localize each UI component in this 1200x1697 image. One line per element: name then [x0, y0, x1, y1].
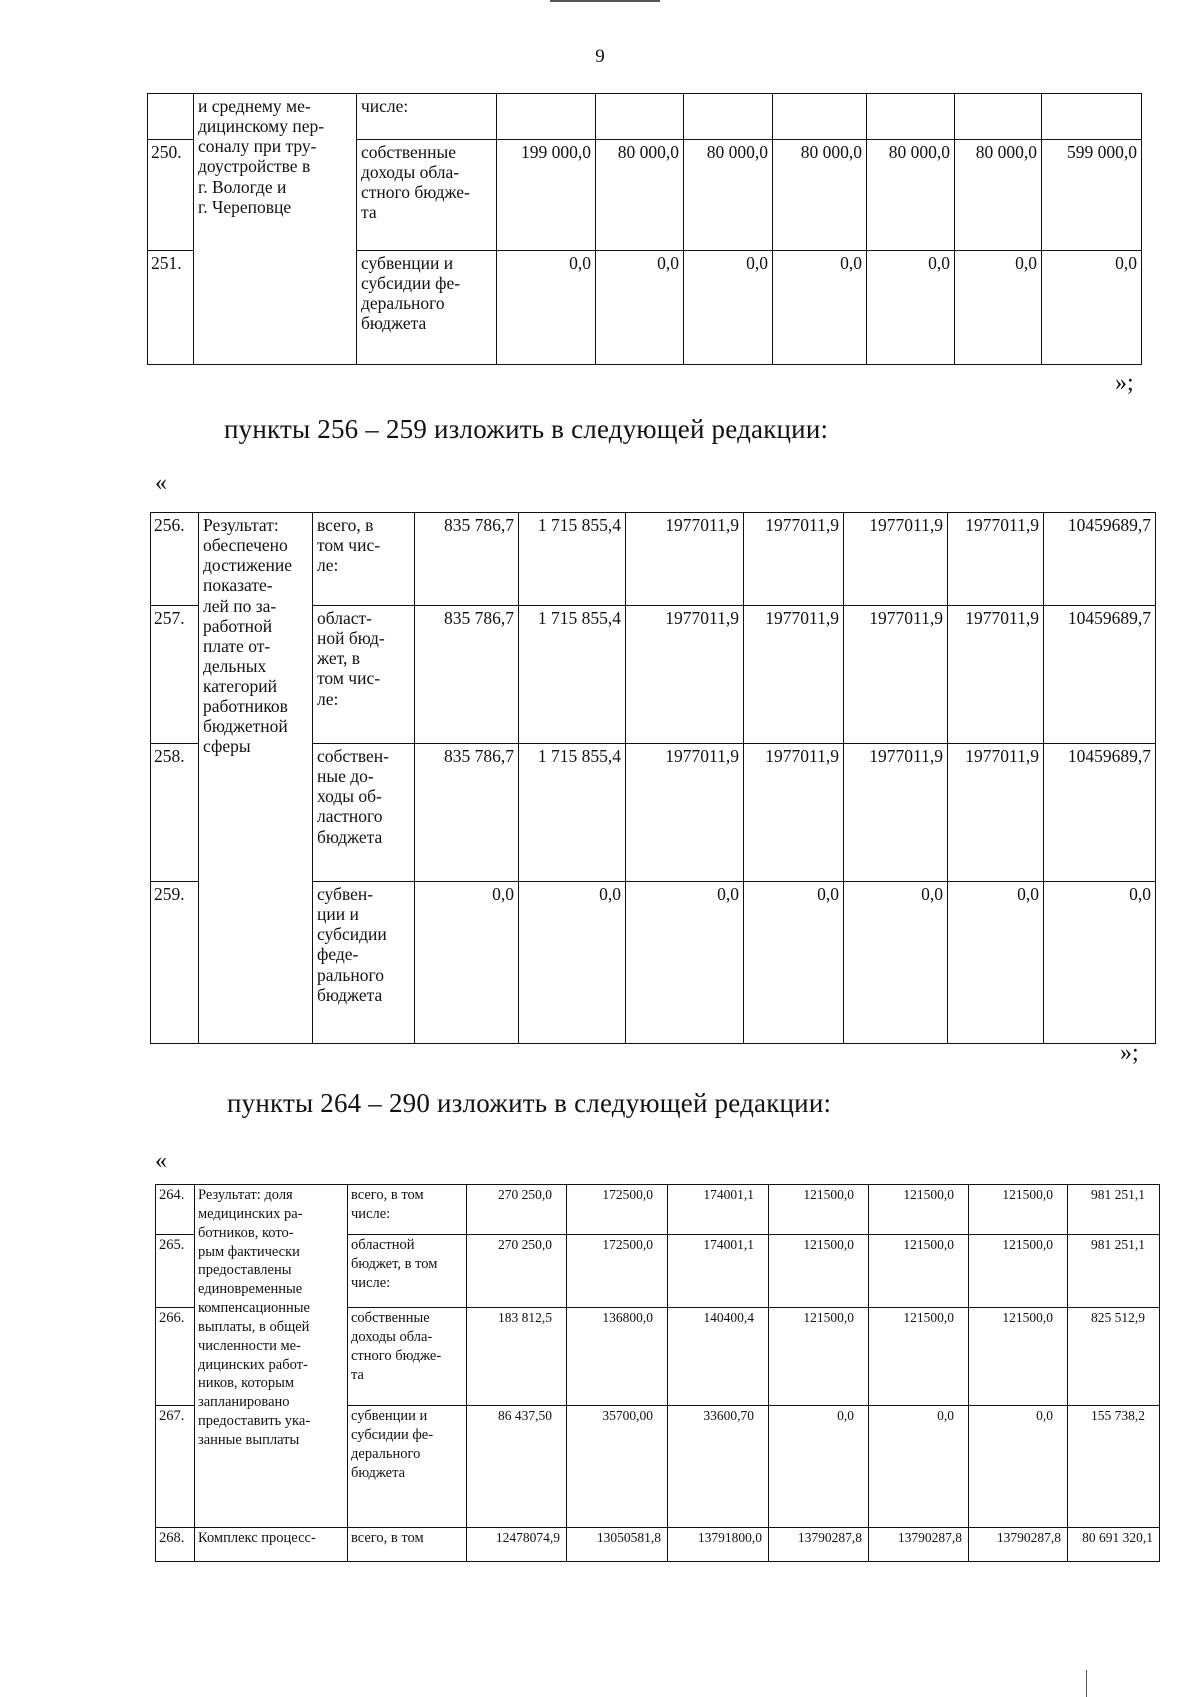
- value-cell: [567, 1185, 668, 1235]
- page-edge-mark: [1086, 1670, 1087, 1697]
- value-cell: [467, 1185, 567, 1235]
- value-cell: [773, 94, 867, 140]
- value-text: 183 812,5: [498, 1310, 552, 1325]
- value-text: 825 512,9: [1091, 1310, 1145, 1325]
- table-row: [156, 1185, 1160, 1235]
- value-cell: 1977011,9: [844, 606, 948, 744]
- value-cell: [969, 1185, 1068, 1235]
- value-text: 121500,0: [903, 1237, 954, 1252]
- closing-quote: »;: [1120, 1040, 1139, 1066]
- value-cell: 0,0: [626, 882, 744, 1044]
- value-cell: 0,0: [948, 882, 1044, 1044]
- value-text: 174001,1: [703, 1237, 754, 1252]
- funding-source: собственные доходы обла- стного бюдже- та: [348, 1308, 467, 1406]
- value-text: 136800,0: [602, 1310, 653, 1325]
- value-cell: [1042, 94, 1142, 140]
- value-cell: [769, 1185, 869, 1235]
- value-cell: [769, 1308, 869, 1406]
- value-cell: 13791800,0: [668, 1528, 769, 1562]
- value-cell: 0,0: [497, 251, 596, 365]
- value-cell: 835 786,7: [415, 744, 519, 882]
- table-256-259: [150, 512, 1156, 1044]
- value-text: 121500,0: [803, 1187, 854, 1202]
- value-cell: 80 000,0: [773, 140, 867, 251]
- value-cell: 0,0: [684, 251, 773, 365]
- value-cell: 199 000,0: [497, 140, 596, 251]
- value-cell: [467, 1235, 567, 1308]
- value-text: 172500,0: [602, 1237, 653, 1252]
- value-cell: [869, 1406, 969, 1528]
- opening-quote: «: [155, 470, 167, 496]
- table-row: [148, 94, 1142, 140]
- row-number: 264.: [156, 1185, 195, 1235]
- value-cell: [497, 94, 596, 140]
- row-name: Результат: обеспечено достижение показате- лей по за- работной плате от- дельных категорий работников бюджетной сферы: [199, 513, 313, 1044]
- value-cell: [567, 1308, 668, 1406]
- value-cell: 1977011,9: [844, 744, 948, 882]
- value-cell: [969, 1235, 1068, 1308]
- value-cell: 1977011,9: [626, 744, 744, 882]
- value-cell: 10459689,7: [1044, 606, 1156, 744]
- row-number: 251.: [148, 251, 194, 365]
- value-text: 35700,00: [602, 1408, 653, 1423]
- value-cell: 1977011,9: [744, 513, 844, 606]
- value-cell: [955, 94, 1042, 140]
- value-cell: [668, 1308, 769, 1406]
- value-text: 121500,0: [803, 1310, 854, 1325]
- row-number: 256.: [151, 513, 199, 606]
- value-cell: 1977011,9: [844, 513, 948, 606]
- value-cell: [668, 1185, 769, 1235]
- value-text: 0,0: [937, 1408, 954, 1423]
- value-text: 121500,0: [1002, 1187, 1053, 1202]
- value-cell: 12478074,9: [467, 1528, 567, 1562]
- value-cell: [869, 1308, 969, 1406]
- funding-source: всего, в том чис- ле:: [313, 513, 415, 606]
- value-text: 174001,1: [703, 1187, 754, 1202]
- value-text: 86 437,50: [498, 1408, 552, 1423]
- value-cell: 10459689,7: [1044, 513, 1156, 606]
- value-cell: 1977011,9: [626, 513, 744, 606]
- value-text: 140400,4: [703, 1310, 754, 1325]
- value-cell: 80 000,0: [684, 140, 773, 251]
- value-cell: [1068, 1406, 1160, 1528]
- value-cell: 835 786,7: [415, 606, 519, 744]
- value-text: 121500,0: [1002, 1310, 1053, 1325]
- funding-source: субвенции и субсидии фе- дерального бюджета: [348, 1406, 467, 1528]
- section-heading: пункты 264 – 290 изложить в следующей редакции:: [227, 1088, 832, 1118]
- value-cell: 80 000,0: [955, 140, 1042, 251]
- value-cell: 1977011,9: [626, 606, 744, 744]
- value-cell: [567, 1406, 668, 1528]
- funding-source: област- ной бюд- жет, в том чис- ле:: [313, 606, 415, 744]
- value-cell: 0,0: [844, 882, 948, 1044]
- row-number: 257.: [151, 606, 199, 744]
- funding-source: собственные доходы обла- стного бюдже- та: [357, 140, 497, 251]
- table-264-268: [155, 1184, 1160, 1562]
- value-text: 155 738,2: [1091, 1408, 1145, 1423]
- value-cell: [769, 1406, 869, 1528]
- row-number: 266.: [156, 1308, 195, 1406]
- value-cell: 80 000,0: [596, 140, 684, 251]
- value-cell: 835 786,7: [415, 513, 519, 606]
- row-number: 265.: [156, 1235, 195, 1308]
- value-cell: 13790287,8: [869, 1528, 969, 1562]
- value-cell: 13790287,8: [769, 1528, 869, 1562]
- funding-source: областной бюджет, в том числе:: [348, 1235, 467, 1308]
- value-cell: 0,0: [519, 882, 626, 1044]
- value-cell: 0,0: [773, 251, 867, 365]
- value-cell: 80 691 320,1: [1068, 1528, 1160, 1562]
- row-number: 267.: [156, 1406, 195, 1528]
- funding-source: числе:: [357, 94, 497, 140]
- value-cell: 1 715 855,4: [519, 513, 626, 606]
- value-cell: [969, 1308, 1068, 1406]
- table-250-251: [147, 93, 1142, 365]
- value-cell: [567, 1235, 668, 1308]
- value-cell: 1 715 855,4: [519, 744, 626, 882]
- value-text: 121500,0: [1002, 1237, 1053, 1252]
- value-cell: [668, 1235, 769, 1308]
- value-cell: 13050581,8: [567, 1528, 668, 1562]
- value-cell: [869, 1185, 969, 1235]
- value-cell: 1977011,9: [948, 513, 1044, 606]
- value-cell: [769, 1235, 869, 1308]
- value-cell: [867, 94, 955, 140]
- value-cell: 80 000,0: [867, 140, 955, 251]
- value-cell: 13790287,8: [969, 1528, 1068, 1562]
- value-cell: 1977011,9: [948, 606, 1044, 744]
- value-cell: 1977011,9: [744, 744, 844, 882]
- value-cell: [869, 1235, 969, 1308]
- value-cell: 0,0: [955, 251, 1042, 365]
- value-text: 172500,0: [602, 1187, 653, 1202]
- value-cell: 1977011,9: [948, 744, 1044, 882]
- value-cell: 0,0: [744, 882, 844, 1044]
- value-cell: [467, 1308, 567, 1406]
- row-name: Комплекс процесс-: [195, 1528, 348, 1562]
- opening-quote: «: [155, 1148, 167, 1174]
- value-text: 121500,0: [903, 1187, 954, 1202]
- value-cell: 0,0: [596, 251, 684, 365]
- value-cell: [969, 1406, 1068, 1528]
- value-cell: [467, 1406, 567, 1528]
- value-cell: [1068, 1185, 1160, 1235]
- value-text: 981 251,1: [1091, 1187, 1145, 1202]
- funding-source: всего, в том числе:: [348, 1185, 467, 1235]
- row-number: 258.: [151, 744, 199, 882]
- table-row: [156, 1528, 1160, 1562]
- value-cell: 0,0: [1042, 251, 1142, 365]
- value-text: 0,0: [1036, 1408, 1053, 1423]
- value-cell: 0,0: [415, 882, 519, 1044]
- row-number: 259.: [151, 882, 199, 1044]
- row-name: и среднему ме- дицинскому пер- соналу при тру- доустройстве в г. Вологде и г. Череповце: [194, 94, 357, 365]
- value-cell: 0,0: [1044, 882, 1156, 1044]
- value-cell: 1 715 855,4: [519, 606, 626, 744]
- row-number: [148, 94, 194, 140]
- closing-quote: »;: [1115, 370, 1134, 396]
- value-text: 981 251,1: [1091, 1237, 1145, 1252]
- section-heading: пункты 256 – 259 изложить в следующей редакции:: [224, 414, 829, 444]
- value-text: 33600,70: [703, 1408, 754, 1423]
- value-cell: 599 000,0: [1042, 140, 1142, 251]
- value-text: 121500,0: [903, 1310, 954, 1325]
- value-cell: [1068, 1308, 1160, 1406]
- value-cell: [1068, 1235, 1160, 1308]
- row-number: 268.: [156, 1528, 195, 1562]
- value-cell: 10459689,7: [1044, 744, 1156, 882]
- page-number: 9: [595, 46, 605, 67]
- value-cell: [668, 1406, 769, 1528]
- funding-source: собствен- ные до- ходы об- ластного бюджета: [313, 744, 415, 882]
- value-text: 270 250,0: [498, 1237, 552, 1252]
- funding-source: всего, в том: [348, 1528, 467, 1562]
- value-cell: [596, 94, 684, 140]
- value-text: 270 250,0: [498, 1187, 552, 1202]
- table-row: [151, 513, 1156, 606]
- funding-source: субвенции и субсидии фе- дерального бюджета: [357, 251, 497, 365]
- value-cell: 1977011,9: [744, 606, 844, 744]
- value-text: 121500,0: [803, 1237, 854, 1252]
- value-cell: 0,0: [867, 251, 955, 365]
- value-text: 0,0: [837, 1408, 854, 1423]
- page-top-mark: [550, 0, 660, 7]
- row-number: 250.: [148, 140, 194, 251]
- value-cell: [684, 94, 773, 140]
- funding-source: субвен- ции и субсидии феде- рального бюджета: [313, 882, 415, 1044]
- row-name: Результат: доля медицинских ра- ботников, кото- рым фактически предоставлены единовременные компенсационные выплаты, в общей численности ме- дицинских работ- ников, которым запланировано предоставить ука- занные выплаты: [195, 1185, 348, 1528]
